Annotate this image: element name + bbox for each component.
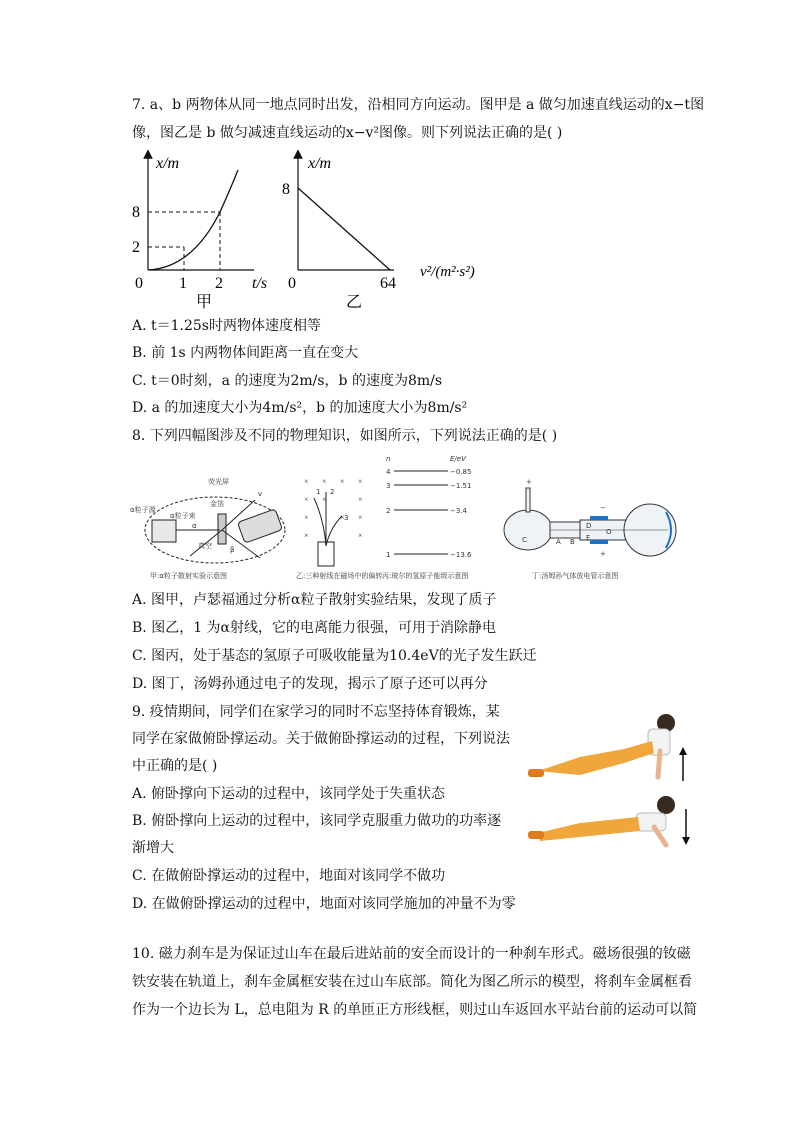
svg-text:×: × (304, 477, 309, 486)
q9-option-d: D. 在做俯卧撑运动的过程中，地面对该同学施加的冲量不为零 (132, 896, 516, 912)
svg-text:E: E (586, 534, 591, 542)
graph-b-xlabel: v²/(m²·s²) (420, 264, 475, 280)
svg-text:×: × (358, 513, 363, 522)
graph-b-tick-0: 0 (288, 275, 296, 292)
graph-a-tick-2: 2 (132, 239, 140, 256)
graph-b-ylabel: x/m (308, 155, 332, 172)
q7-option-d: D. a 的加速度大小为4m/s²，b 的加速度大小为8m/s² (132, 400, 468, 416)
q10-line2: 铁安装在轨道上，刹车金属框安装在过山车底部。简化为图乙所示的模型，将刹车金属框看 (132, 974, 692, 990)
fig3-n1: 1 (386, 551, 391, 559)
q8-fig-rays-magnetic (296, 470, 391, 585)
q7-graph-b (282, 150, 512, 310)
q7-stem-line2: 像，图乙是 b 做匀减速直线运动的x−v²图像。则下列说法正确的是( ) (132, 125, 563, 141)
svg-text:×: × (340, 477, 345, 486)
graph-a-caption: 甲 (196, 294, 213, 310)
graph-a-ylabel: x/m (156, 155, 180, 172)
q9-option-b-cont: 渐增大 (132, 840, 174, 856)
q8-option-c: C. 图丙，处于基态的氢原子可吸收能量为10.4eV的光子发生跃迁 (132, 648, 537, 664)
q8-option-b: B. 图乙，1 为α射线，它的电离能力很强，可用于消除静电 (132, 620, 496, 636)
q8-option-a: A. 图甲，卢瑟福通过分析α粒子散射实验结果，发现了质子 (132, 592, 497, 608)
graph-b-tick-8: 8 (282, 181, 290, 198)
fig1-label-beta: β (230, 546, 235, 554)
q10-line3: 作为一个边长为 L，总电阻为 R 的单匝正方形线框，则过山车返回水平站台前的运动可以简 (132, 1002, 698, 1018)
svg-text:−: − (600, 504, 606, 512)
svg-text:×: × (340, 513, 345, 522)
q9-stem-line3: 中正确的是( ) (132, 758, 218, 774)
q8-option-d: D. 图丁，汤姆孙通过电子的发现，揭示了原子还可以再分 (132, 676, 488, 692)
fig3-n4: 4 (386, 468, 391, 476)
q10-line1: 10. 磁力刹车是为保证过山车在最后进站前的安全而设计的一种刹车形式。磁场很强的钕磁 (132, 946, 691, 962)
svg-text:D: D (586, 522, 592, 530)
q9-stem-line2: 同学在家做俯卧撑运动。关于做俯卧撑运动的过程，下列说法 (132, 731, 510, 747)
q7-stem-line1: 7. a、b 两物体从同一地点同时出发，沿相同方向运动。图甲是 a 做匀加速直线运动的x−t图 (132, 97, 705, 113)
graph-b-caption: 乙 (346, 294, 363, 310)
q9-option-c: C. 在做俯卧撑运动的过程中，地面对该同学不做功 (132, 868, 446, 884)
svg-text:3: 3 (344, 514, 349, 522)
svg-text:2: 2 (330, 488, 335, 496)
fig3-n2: 2 (386, 507, 391, 515)
svg-text:×: × (304, 531, 309, 540)
svg-text:O: O (606, 528, 612, 536)
q7-graph-a (132, 150, 282, 310)
fig3-n-header: n (386, 455, 391, 463)
svg-text:×: × (358, 531, 363, 540)
fig1-label-vacuum: 真空 (198, 542, 212, 550)
fig1-label-beam: α粒子束 (170, 512, 196, 520)
q8-fig-energy-levels (380, 452, 495, 582)
fig3-e2: −3.4 (450, 507, 467, 515)
q7-option-b: B. 前 1s 内两物体间距离一直在变大 (132, 345, 359, 361)
q8-fig-alpha-scattering (130, 470, 300, 585)
fig1-label-v: v (258, 490, 263, 498)
svg-text:×: × (322, 495, 327, 504)
svg-text:+: + (526, 478, 532, 486)
fig1-label-alpha: α (192, 522, 197, 530)
fig4-caption: 丁:汤姆孙气体放电管示意图 (532, 572, 619, 580)
fig3-e4: −0.85 (450, 468, 472, 476)
graph-b-tick-64: 64 (380, 275, 396, 292)
svg-text:1: 1 (316, 488, 321, 496)
svg-text:×: × (304, 495, 309, 504)
fig2-caption: 乙:三种射线在磁场中的偏转 (296, 572, 383, 580)
graph-a-tick-0: 0 (135, 275, 143, 292)
fig1-caption: 甲:α粒子散射实验示意图 (150, 572, 227, 580)
fig3-e1: −13.6 (450, 551, 472, 559)
fig1-label-foil: 金箔 (210, 500, 224, 508)
svg-text:C: C (522, 536, 527, 544)
fig1-label-screen: 荧光屏 (208, 478, 229, 486)
svg-text:A: A (556, 538, 561, 546)
graph-a-xlabel: t/s (252, 275, 268, 292)
fig1-label-source: α粒子源 (130, 506, 156, 514)
q8-stem: 8. 下列四幅图涉及不同的物理知识，如图所示，下列说法正确的是( ) (132, 428, 558, 444)
graph-a-tick-8: 8 (132, 204, 140, 221)
fig3-caption: 丙:玻尔的氢原子能级示意图 (382, 572, 469, 580)
fig3-e-header: E/eV (450, 455, 466, 463)
svg-text:×: × (358, 477, 363, 486)
svg-text:×: × (322, 477, 327, 486)
q9-stem-line1: 9. 疫情期间，同学们在家学习的同时不忘坚持体育锻炼，某 (132, 704, 500, 720)
graph-a-tick-x2: 2 (215, 275, 223, 292)
svg-text:×: × (304, 513, 309, 522)
pushup-illustration (520, 705, 695, 855)
q7-option-a: A. t＝1.25s时两物体速度相等 (132, 318, 321, 334)
svg-text:×: × (358, 495, 363, 504)
svg-text:B: B (570, 538, 575, 546)
q7-option-c: C. t＝0时刻，a 的速度为2m/s，b 的速度为8m/s (132, 373, 443, 389)
fig3-e3: −1.51 (450, 482, 472, 490)
q9-option-a: A. 俯卧撑向下运动的过程中，该同学处于失重状态 (132, 786, 446, 802)
fig3-n3: 3 (386, 482, 391, 490)
q9-option-b: B. 俯卧撑向上运动的过程中，该同学克服重力做功的功率逐 (132, 813, 502, 829)
graph-a-tick-1: 1 (179, 275, 187, 292)
svg-text:+: + (600, 550, 606, 558)
q8-fig-discharge-tube (490, 470, 680, 585)
